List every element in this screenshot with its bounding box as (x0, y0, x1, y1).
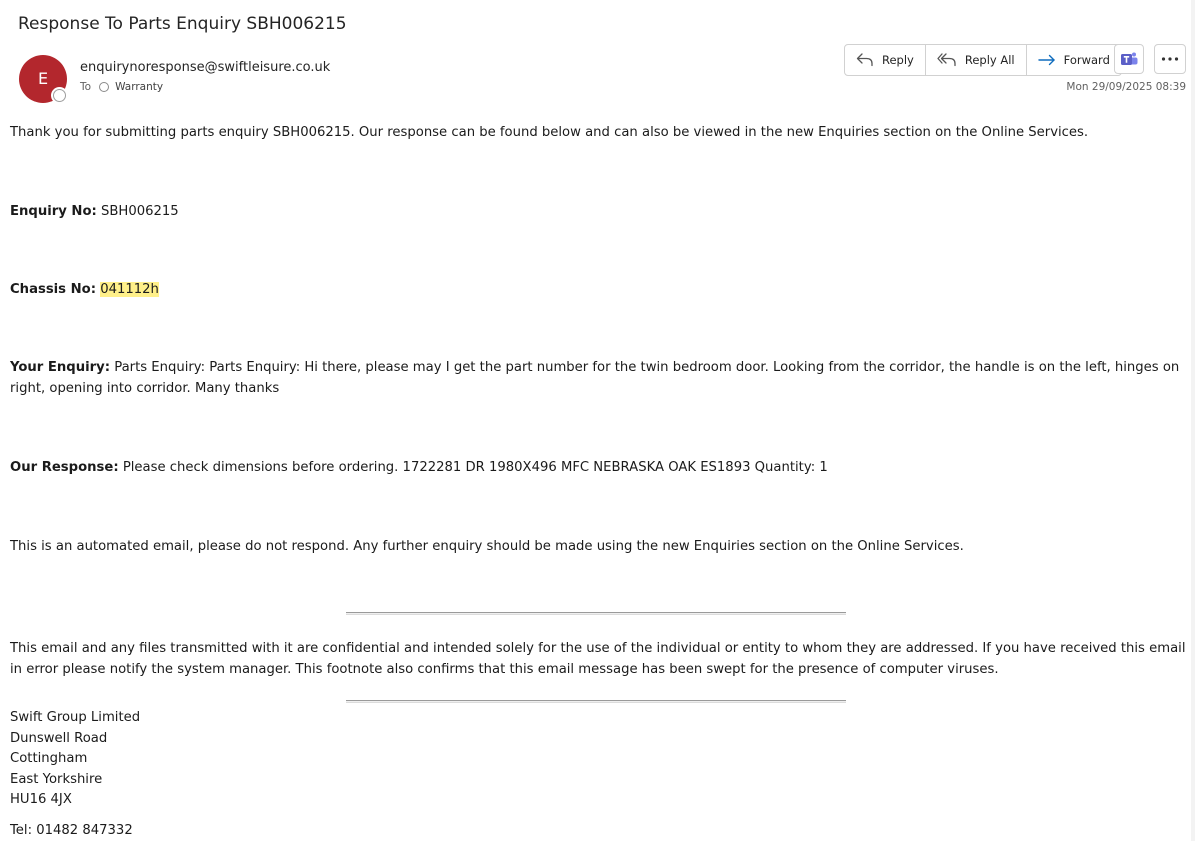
teams-button[interactable] (1114, 44, 1144, 74)
sender-address[interactable]: enquirynoresponse@swiftleisure.co.uk (80, 60, 331, 75)
signature-telephone: Tel: 01482 847332 (10, 822, 133, 838)
more-options-button[interactable] (1154, 44, 1186, 74)
disclaimer-paragraph: This email and any files transmitted with it are confidential and intended solely for the use of the individual or entity to whom they are addressed. If you have received this email in error please notify the system manager. This footnote also confirms that this email message has been swept for the presence of computer viruses. (10, 641, 1186, 677)
reply-button[interactable] (845, 45, 925, 75)
our-response-paragraph (10, 457, 1186, 478)
signature-block (10, 708, 140, 842)
recipient-line (80, 81, 163, 93)
to-label: To (80, 81, 92, 93)
our-response-label: Our Response: (10, 460, 119, 475)
recipient-presence-icon (99, 82, 109, 92)
automated-note: This is an automated email, please do not respond. Any further enquiry should be made using the new Enquiries section on the Online Services. (10, 539, 964, 554)
signature-postcode: HU16 4JX (10, 792, 72, 808)
email-subject: Response To Parts Enquiry SBH006215 (18, 14, 347, 34)
forward-icon (1038, 54, 1056, 66)
received-date: Mon 29/09/2025 08:39 (1066, 81, 1186, 93)
more-options-icon (1161, 57, 1179, 61)
signature-street: Dunswell Road (10, 730, 108, 746)
divider-top (346, 612, 846, 615)
presence-status-icon (53, 89, 66, 102)
enquiry-number-value: SBH006215 (101, 204, 179, 219)
divider-bottom (346, 700, 846, 703)
chassis-number-line (10, 279, 1186, 300)
your-enquiry-paragraph (10, 357, 1186, 399)
teams-icon (1120, 51, 1138, 67)
enquiry-number-line (10, 201, 1186, 222)
our-response-text: Please check dimensions before ordering. 1722281 DR 1980X496 MFC NEBRASKA OAK ES1893 Quantity: 1 (122, 460, 828, 475)
your-enquiry-label: Your Enquiry: (10, 360, 110, 375)
intro-paragraph: Thank you for submitting parts enquiry SBH006215. Our response can be found below and can also be viewed in the new Enquiries section on the Online Services. (10, 125, 1089, 140)
forward-label: Forward (1063, 53, 1110, 67)
signature-company: Swift Group Limited (10, 710, 141, 725)
signature-county: East Yorkshire (10, 771, 103, 787)
reply-icon (856, 53, 874, 67)
chassis-number-value: 041112h (100, 282, 159, 297)
message-actions (844, 44, 1122, 76)
reply-label: Reply (882, 53, 914, 67)
sender-avatar[interactable]: E (19, 55, 67, 103)
chassis-number-label: Chassis No: (10, 282, 96, 297)
scrollbar[interactable] (1191, 0, 1195, 841)
your-enquiry-text: Parts Enquiry: Parts Enquiry: Hi there, please may I get the part number for the twin bedroom door. Looking from the corridor, the handle is on the left, hinges on right, opening into corridor. Many thanks (10, 360, 1180, 396)
reply-all-label: Reply All (964, 53, 1015, 67)
signature-town: Cottingham (10, 751, 88, 767)
reply-all-button[interactable] (925, 45, 1026, 75)
reply-all-icon (937, 53, 957, 67)
recipient-name[interactable]: Warranty (115, 81, 164, 93)
forward-button[interactable] (1026, 45, 1121, 75)
enquiry-number-label: Enquiry No: (10, 204, 97, 219)
